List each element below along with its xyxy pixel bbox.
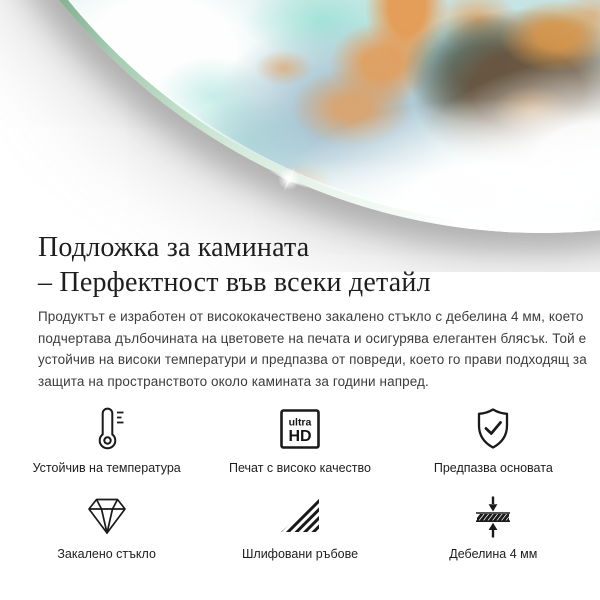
feature-label: Шлифовани ръбове xyxy=(241,547,359,561)
feature-temperature-resistant xyxy=(10,405,203,475)
polished-edges-icon xyxy=(276,491,324,539)
feature-label: Печат с високо качество xyxy=(229,461,371,475)
thickness-4mm-icon xyxy=(469,491,517,539)
shield-check-icon xyxy=(469,405,517,453)
diamond-icon xyxy=(83,491,131,539)
feature-thickness-4mm xyxy=(397,491,590,561)
thermometer-icon xyxy=(83,405,131,453)
product-description: Продуктът е изработен от висококачествено закалено стъкло с дебелина 4 мм, което подчертава дълбочината на цветовете на печата и осигурява елегантен блясък. Той е устойчив на високи температури и предпазва от повреди, което го прави подходящ за защита на пространството около камината за години напред. xyxy=(38,309,587,389)
feature-label: Предпазва основата xyxy=(433,461,553,475)
feature-grid xyxy=(10,405,590,561)
feature-protects-base xyxy=(397,405,590,475)
page-title xyxy=(38,230,431,300)
feature-label: Устойчив на температура xyxy=(32,461,181,475)
feature-polished-edges xyxy=(203,491,396,561)
page-title-line2: – Перфектност във всеки детайл xyxy=(38,267,431,298)
ultra-text: ultra xyxy=(288,416,312,429)
hd-text: HD xyxy=(288,428,312,445)
feature-high-quality-print xyxy=(203,405,396,475)
page-title-line1: Подложка за камината xyxy=(38,232,310,263)
ultra-hd-icon xyxy=(276,405,324,453)
feature-label: Закалено стъкло xyxy=(57,547,156,561)
feature-label: Дебелина 4 мм xyxy=(449,547,538,561)
feature-tempered-glass xyxy=(10,491,203,561)
